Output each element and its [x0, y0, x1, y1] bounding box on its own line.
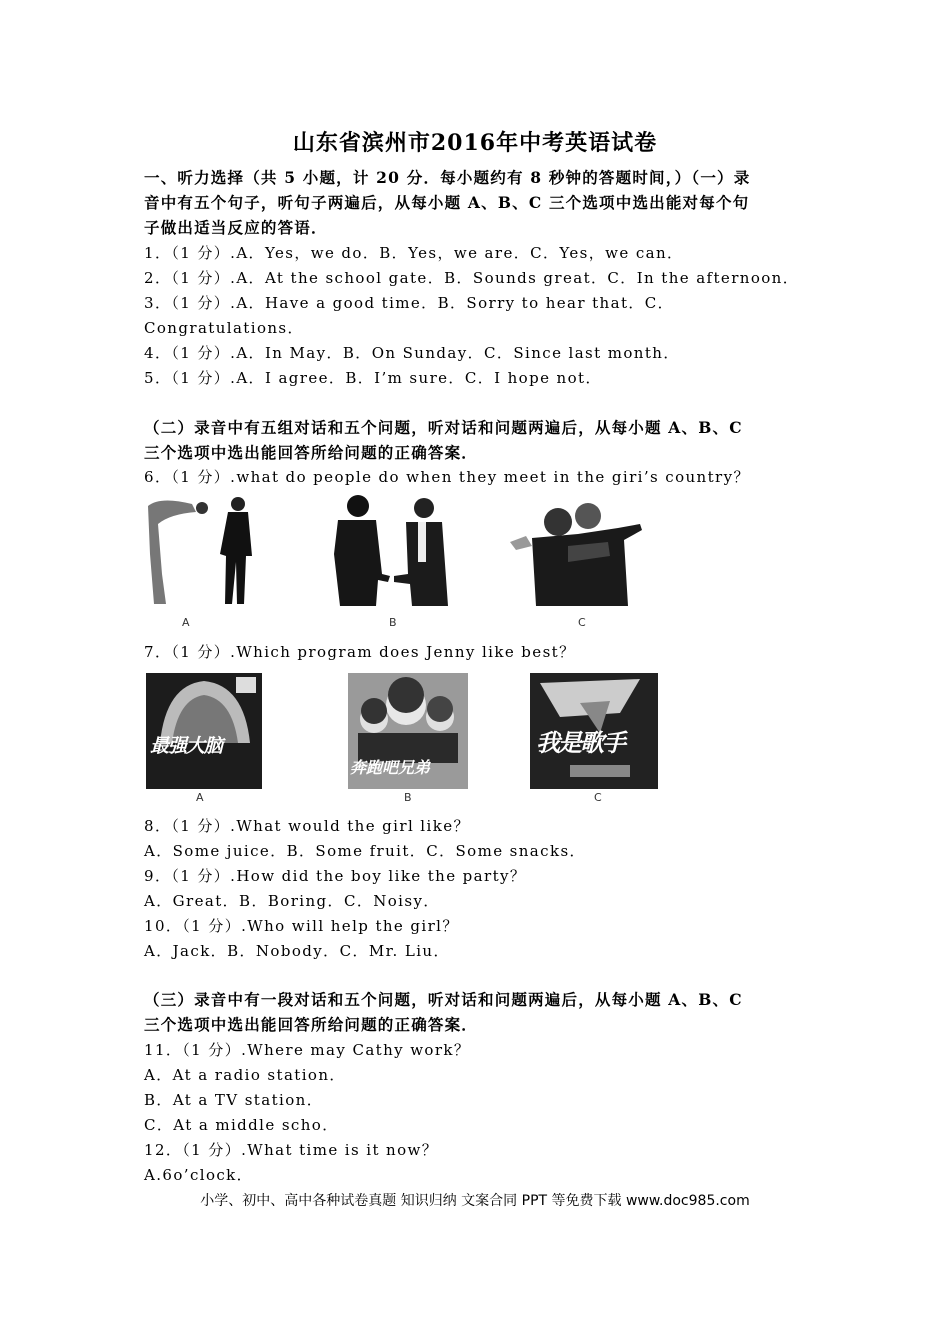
program-picture-a: [146, 673, 262, 789]
question-11: 11．（1 分）.Where may Cathy work？: [144, 1041, 471, 1059]
hugging-picture: [508, 494, 648, 609]
section1-heading-line2: 音中有五个句子，听句子两遍后，从每小题 A、B、C 三个选项中选出能对每个句: [144, 193, 750, 212]
question-9: 9．（1 分）.How did the boy like the party？: [144, 867, 527, 885]
program-b-title: 奔跑吧兄弟: [350, 758, 431, 777]
section3-heading-line1: （三）录音中有一段对话和五个问题，听对话和问题两遍后，从每小题 A、B、C: [144, 990, 743, 1009]
q6-label-a: A: [182, 616, 190, 629]
question-8: 8．（1 分）.What would the girl like？: [144, 817, 470, 835]
question-4: 4．（1 分）.A．In May．B．On Sunday．C．Since last month．: [144, 344, 680, 362]
question-12-option-a: A.6o’clock．: [144, 1166, 254, 1184]
section3-heading-line2: 三个选项中选出能回答所给问题的正确答案．: [144, 1015, 479, 1034]
question-9-options: A．Great．B．Boring．C．Noisy．: [144, 892, 440, 910]
question-10-options: A．Jack．B．Nobody．C．Mr. Liu．: [144, 942, 450, 960]
question-5: 5．（1 分）.A．I agree．B．I’m sure．C．I hope not．: [144, 369, 602, 387]
q7-label-c: C: [594, 791, 602, 804]
program-c-title: 我是歌手: [536, 729, 624, 757]
question-11-option-b: B．At a TV station．: [144, 1091, 324, 1109]
question-11-option-c: C．At a middle scho．: [144, 1116, 339, 1134]
question-7: 7．（1 分）.Which program does Jenny like best？: [144, 643, 576, 661]
question-3: 3．（1 分）.A．Have a good time．B．Sorry to hear that．C．: [144, 294, 675, 312]
section1-heading-line1: 一、听力选择（共 5 小题，计 20 分．每小题约有 8 秒钟的答题时间，）（一）录: [144, 168, 751, 187]
bowing-picture: [140, 494, 260, 609]
program-picture-b: [348, 673, 468, 789]
question-6: 6．（1 分）.what do people do when they meet in the giri’s country？: [144, 468, 750, 486]
question-1: 1．（1 分）.A．Yes，we do．B．Yes，we are．C．Yes，we can．: [144, 244, 684, 262]
q6-label-b: B: [389, 616, 397, 629]
q7-label-a: A: [196, 791, 204, 804]
question-10: 10．（1 分）.Who will help the girl？: [144, 917, 459, 935]
question-12: 12．（1 分）.What time is it now？: [144, 1141, 439, 1159]
q6-label-c: C: [578, 616, 586, 629]
section1-heading-line3: 子做出适当反应的答语．: [144, 218, 328, 237]
question-2: 2．（1 分）.A．At the school gate．B．Sounds great．C．In the afternoon．: [144, 269, 800, 287]
question-3-continued: Congratulations．: [144, 319, 304, 337]
program-picture-c: [530, 673, 658, 789]
question-8-options: A．Some juice．B．Some fruit．C．Some snacks．: [144, 842, 586, 860]
page-footer: 小学、初中、高中各种试卷真题 知识归纳 文案合同 PPT 等免费下载 www.doc985.com: [200, 1193, 750, 1209]
section2-heading-line1: （二）录音中有五组对话和五个问题，听对话和问题两遍后，从每小题 A、B、C: [144, 418, 743, 437]
section2-heading-line2: 三个选项中选出能回答所给问题的正确答案．: [144, 443, 479, 462]
question-11-option-a: A．At a radio station．: [144, 1066, 346, 1084]
page-title: 山东省滨州市2016年中考英语试卷: [292, 130, 658, 156]
handshake-picture: [330, 494, 460, 609]
program-a-title: 最强大脑: [150, 735, 223, 757]
q7-label-b: B: [404, 791, 412, 804]
